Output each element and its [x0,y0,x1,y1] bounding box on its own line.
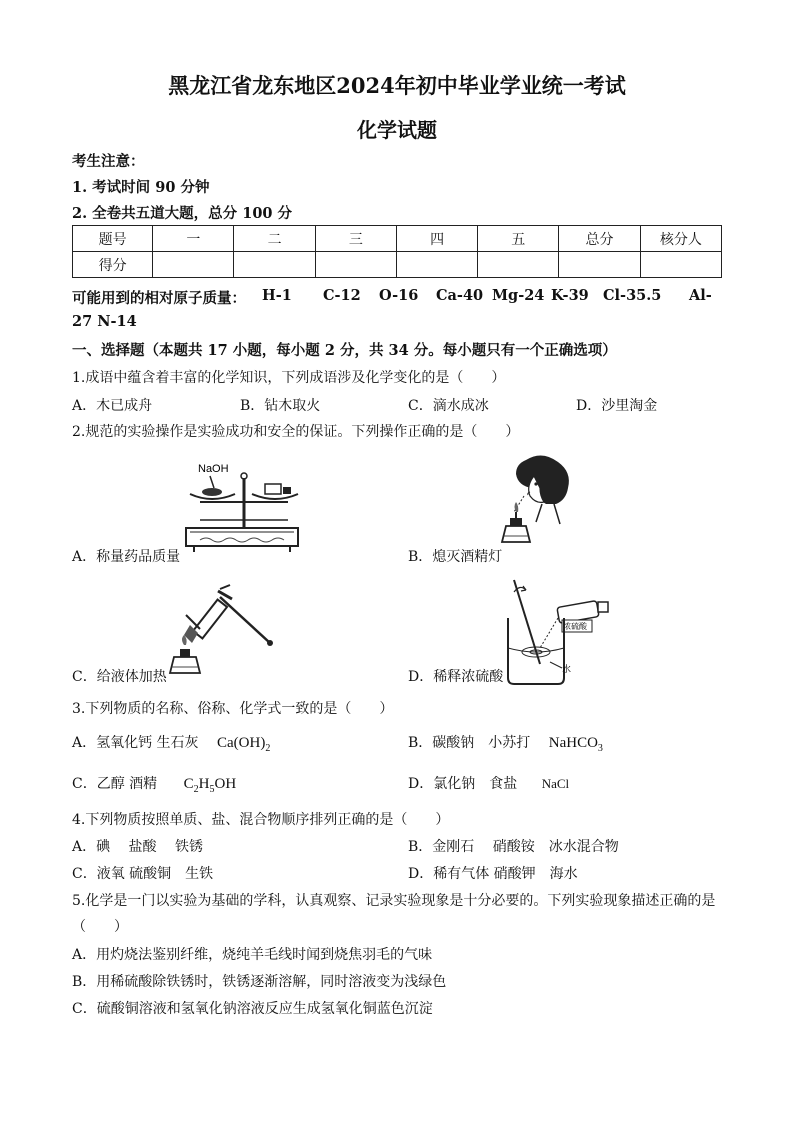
notice-heading: 考生注意： [72,153,145,170]
score-table-header-row [73,226,722,252]
diluting-acid-image [500,578,615,688]
q3-option-b[interactable] [408,732,603,754]
naoh-label: NaOH [198,463,229,475]
score-cell: 四 [396,226,477,252]
q2-option-c[interactable]: C．给液体加热 [72,669,167,685]
q5-option-c[interactable]: C．硫酸铜溶液和氢氧化钠溶液反应生成氢氧化铜蓝色沉淀 [72,1001,433,1017]
score-input-cell[interactable] [396,252,477,278]
notice-item-1: 1. 考试时间 90 分钟 [72,179,210,196]
q2-option-b[interactable]: B．熄灭酒精灯 [408,549,503,565]
score-cell: 总分 [559,226,640,252]
q2-option-d[interactable]: D．稀释浓硫酸 [408,669,504,685]
atomic-mass-item: Cl-35.5 [603,287,662,304]
q3-option-a-formula: Ca(OH) [217,735,266,751]
question-stem-5-cont: （ ） [72,919,128,935]
question-stem-5: 5.化学是一门以实验为基础的学科，认真观察、记录实验现象是十分必要的。下列实验现象描述正确的是 [72,893,716,909]
heating-liquid-image [160,585,280,680]
water-label: 水 [562,665,572,675]
q3-option-c-formula-part: C [183,776,194,792]
q1-option-d[interactable]: D．沙里淘金 [576,398,658,414]
blowing-lamp-image [496,452,586,562]
score-table-score-row [73,252,722,278]
question-stem-4: 4.下列物质按照单质、盐、混合物顺序排列正确的是（ ） [72,812,450,828]
score-input-cell[interactable] [559,252,640,278]
q3-option-b-text: B．碳酸钠 小苏打 [408,735,531,751]
atomic-mass-item: H-1 [262,287,292,304]
q5-option-b[interactable]: B．用稀硫酸除铁锈时，铁锈逐渐溶解，同时溶液变为浅绿色 [72,974,447,990]
q4-option-b[interactable]: B．金刚石 硝酸铵 冰水混合物 [408,839,619,855]
q3-option-c-formula-part: OH [214,776,237,792]
q3-option-c-subscript: 5 [209,784,215,795]
question-stem-2: 2.规范的实验操作是实验成功和安全的保证。下列操作正确的是（ ） [72,424,520,440]
q4-option-d[interactable]: D．稀有气体 硝酸钾 海水 [408,866,578,882]
score-cell: 二 [234,226,315,252]
atomic-mass-item: O-16 [379,287,419,304]
q2-option-a[interactable]: A．称量药品质量 [72,549,181,565]
score-input-cell[interactable] [234,252,315,278]
q3-option-b-subscript: 3 [597,743,603,754]
q3-option-a-text: A．氢氧化钙 生石灰 [72,735,199,751]
score-input-cell[interactable] [315,252,396,278]
score-cell: 一 [153,226,234,252]
q5-option-a[interactable]: A．用灼烧法鉴别纤维，烧纯羊毛线时闻到烧焦羽毛的气味 [72,947,433,963]
atomic-mass-item: Al- [689,287,712,304]
q3-option-a[interactable] [72,732,270,754]
score-cell: 三 [315,226,396,252]
q4-option-a[interactable]: A．碘 盐酸 铁锈 [72,839,204,855]
question-stem-3: 3.下列物质的名称、俗称、化学式一致的是（ ） [72,701,394,717]
q3-option-c-formula-part: H [198,776,210,792]
atomic-mass-line-2: 27 N-14 [72,313,137,330]
q1-option-a[interactable]: A．木已成舟 [72,398,153,414]
score-table [72,225,722,278]
q1-option-b[interactable]: B．钻木取火 [240,398,321,414]
score-cell: 五 [478,226,559,252]
q3-option-d-text: D．氯化钠 食盐 [408,776,518,792]
q4-option-c[interactable]: C．液氧 硫酸铜 生铁 [72,866,214,882]
notice-item-2: 2. 全卷共五道大题，总分 100 分 [72,205,293,222]
balance-weighing-image [180,458,305,558]
atomic-mass-item: K-39 [551,287,589,304]
score-row-label: 得分 [73,252,153,278]
atomic-mass-item: Mg-24 [492,287,545,304]
q3-option-d-formula: NaCl [541,776,570,791]
atomic-mass-item: Ca-40 [436,287,484,304]
q3-option-c-text: C．乙醇 酒精 [72,776,158,792]
q3-option-a-subscript: 2 [265,743,271,754]
section-heading: 一、选择题（本题共 17 小题，每小题 2 分，共 34 分。每小题只有一个正确选项） [72,342,617,359]
score-input-cell[interactable] [478,252,559,278]
conc-acid-label: 浓硫酸 [563,622,587,631]
score-input-cell[interactable] [153,252,234,278]
score-cell: 题号 [73,226,153,252]
atomic-mass-item: C-12 [323,287,361,304]
q3-option-b-formula: NaHCO [548,735,598,751]
score-input-cell[interactable] [640,252,721,278]
atomic-mass-label: 可能用到的相对原子质量： [72,290,246,307]
score-cell: 核分人 [640,226,721,252]
q3-option-d[interactable] [408,773,569,793]
question-stem-1: 1.成语中蕴含着丰富的化学知识，下列成语涉及化学变化的是（ ） [72,370,506,386]
q1-option-c[interactable]: C．滴水成冰 [408,398,489,414]
page-subtitle: 化学试题 [357,118,437,142]
q3-option-c-subscript: 2 [193,784,199,795]
page-title: 黑龙江省龙东地区2024年初中毕业学业统一考试 [168,73,626,98]
q3-option-c[interactable] [72,773,236,795]
